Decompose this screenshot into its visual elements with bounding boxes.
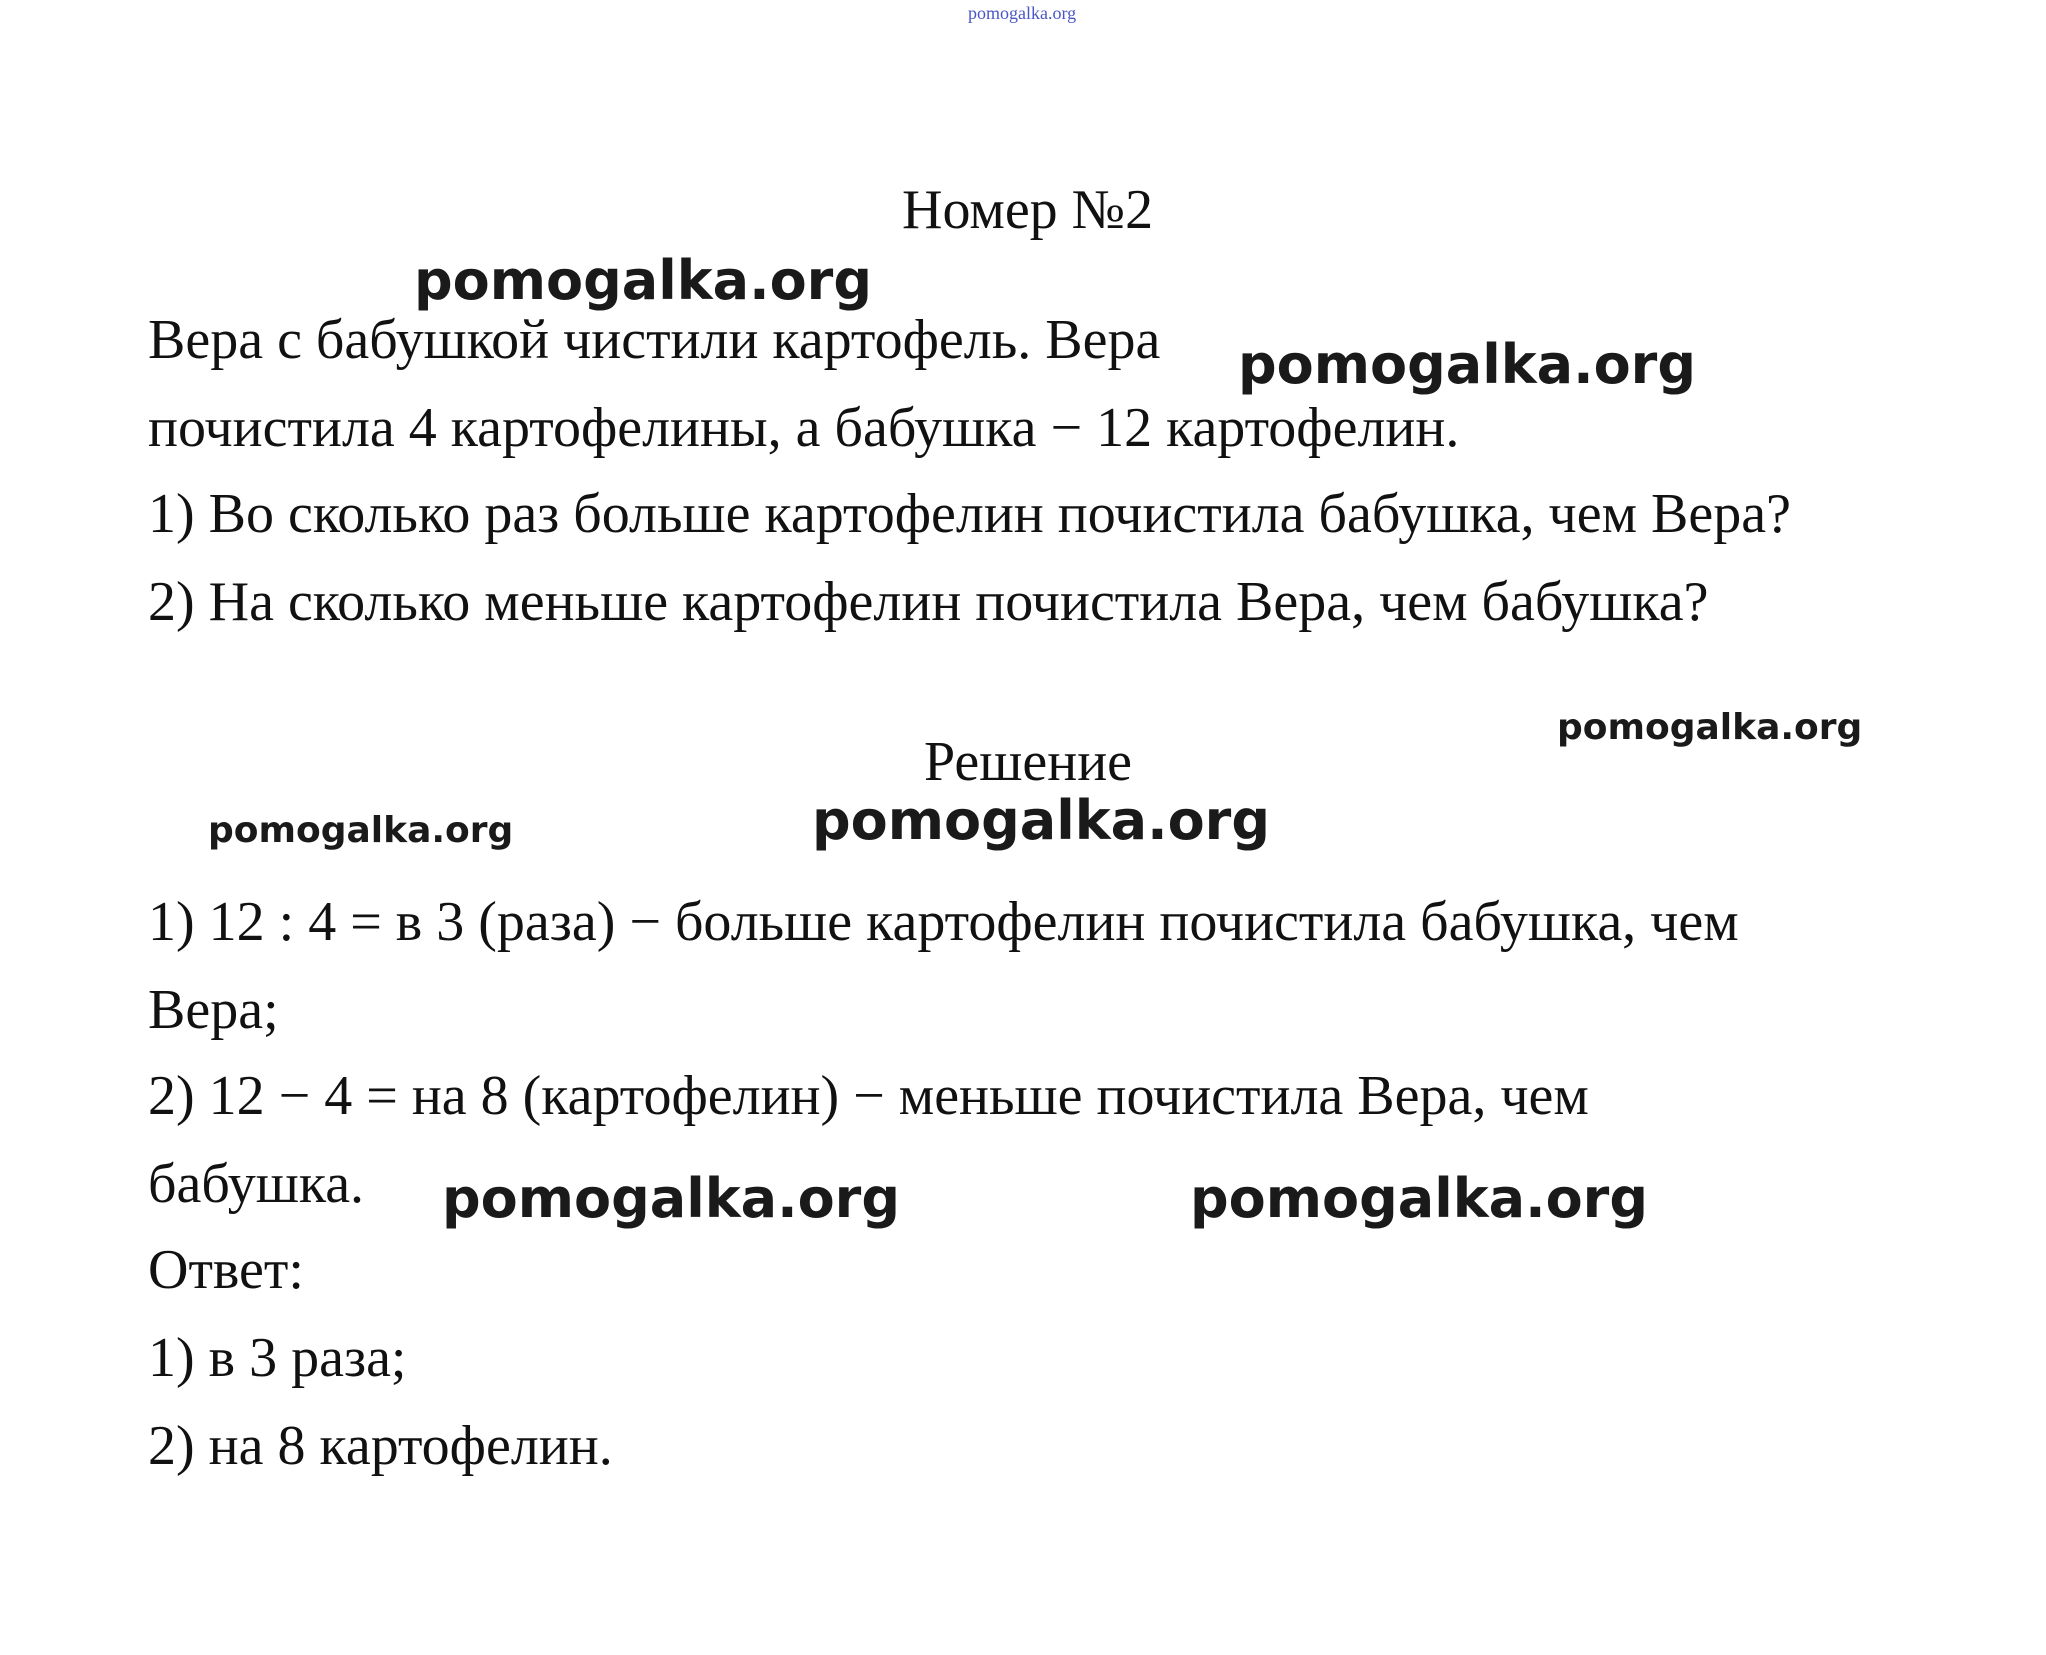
answer-line: 1) в 3 раза;: [148, 1327, 407, 1389]
problem-line: почистила 4 картофелины, а бабушка − 12 картофелин.: [148, 397, 1460, 459]
watermark: pomogalka.org: [1190, 1167, 1648, 1230]
watermark: pomogalka.org: [442, 1167, 900, 1230]
solution-line: Вера;: [148, 979, 279, 1041]
page-title: Номер №2: [902, 179, 1154, 241]
watermark: pomogalka.org: [1557, 707, 1863, 748]
watermark: pomogalka.org: [1238, 333, 1696, 396]
solution-line: 2) 12 − 4 = на 8 (картофелин) − меньше почистила Вера, чем: [148, 1065, 1589, 1127]
watermark: pomogalka.org: [414, 249, 872, 312]
solution-line: бабушка.: [148, 1153, 365, 1215]
solution-heading: Решение: [924, 731, 1133, 793]
answer-line: 2) на 8 картофелин.: [148, 1415, 613, 1477]
problem-question: 2) На сколько меньше картофелин почистила Вера, чем бабушка?: [148, 571, 1709, 633]
problem-line: Вера с бабушкой чистили картофель. Вера: [148, 309, 1161, 371]
header-watermark: pomogalka.org: [968, 3, 1077, 23]
answer-heading: Ответ:: [148, 1239, 304, 1301]
problem-question: 1) Во сколько раз больше картофелин почистила бабушка, чем Вера?: [148, 483, 1791, 545]
watermark: pomogalka.org: [208, 810, 514, 851]
watermark: pomogalka.org: [812, 789, 1270, 852]
solution-line: 1) 12 : 4 = в 3 (раза) − больше картофелин почистила бабушка, чем: [148, 891, 1739, 953]
